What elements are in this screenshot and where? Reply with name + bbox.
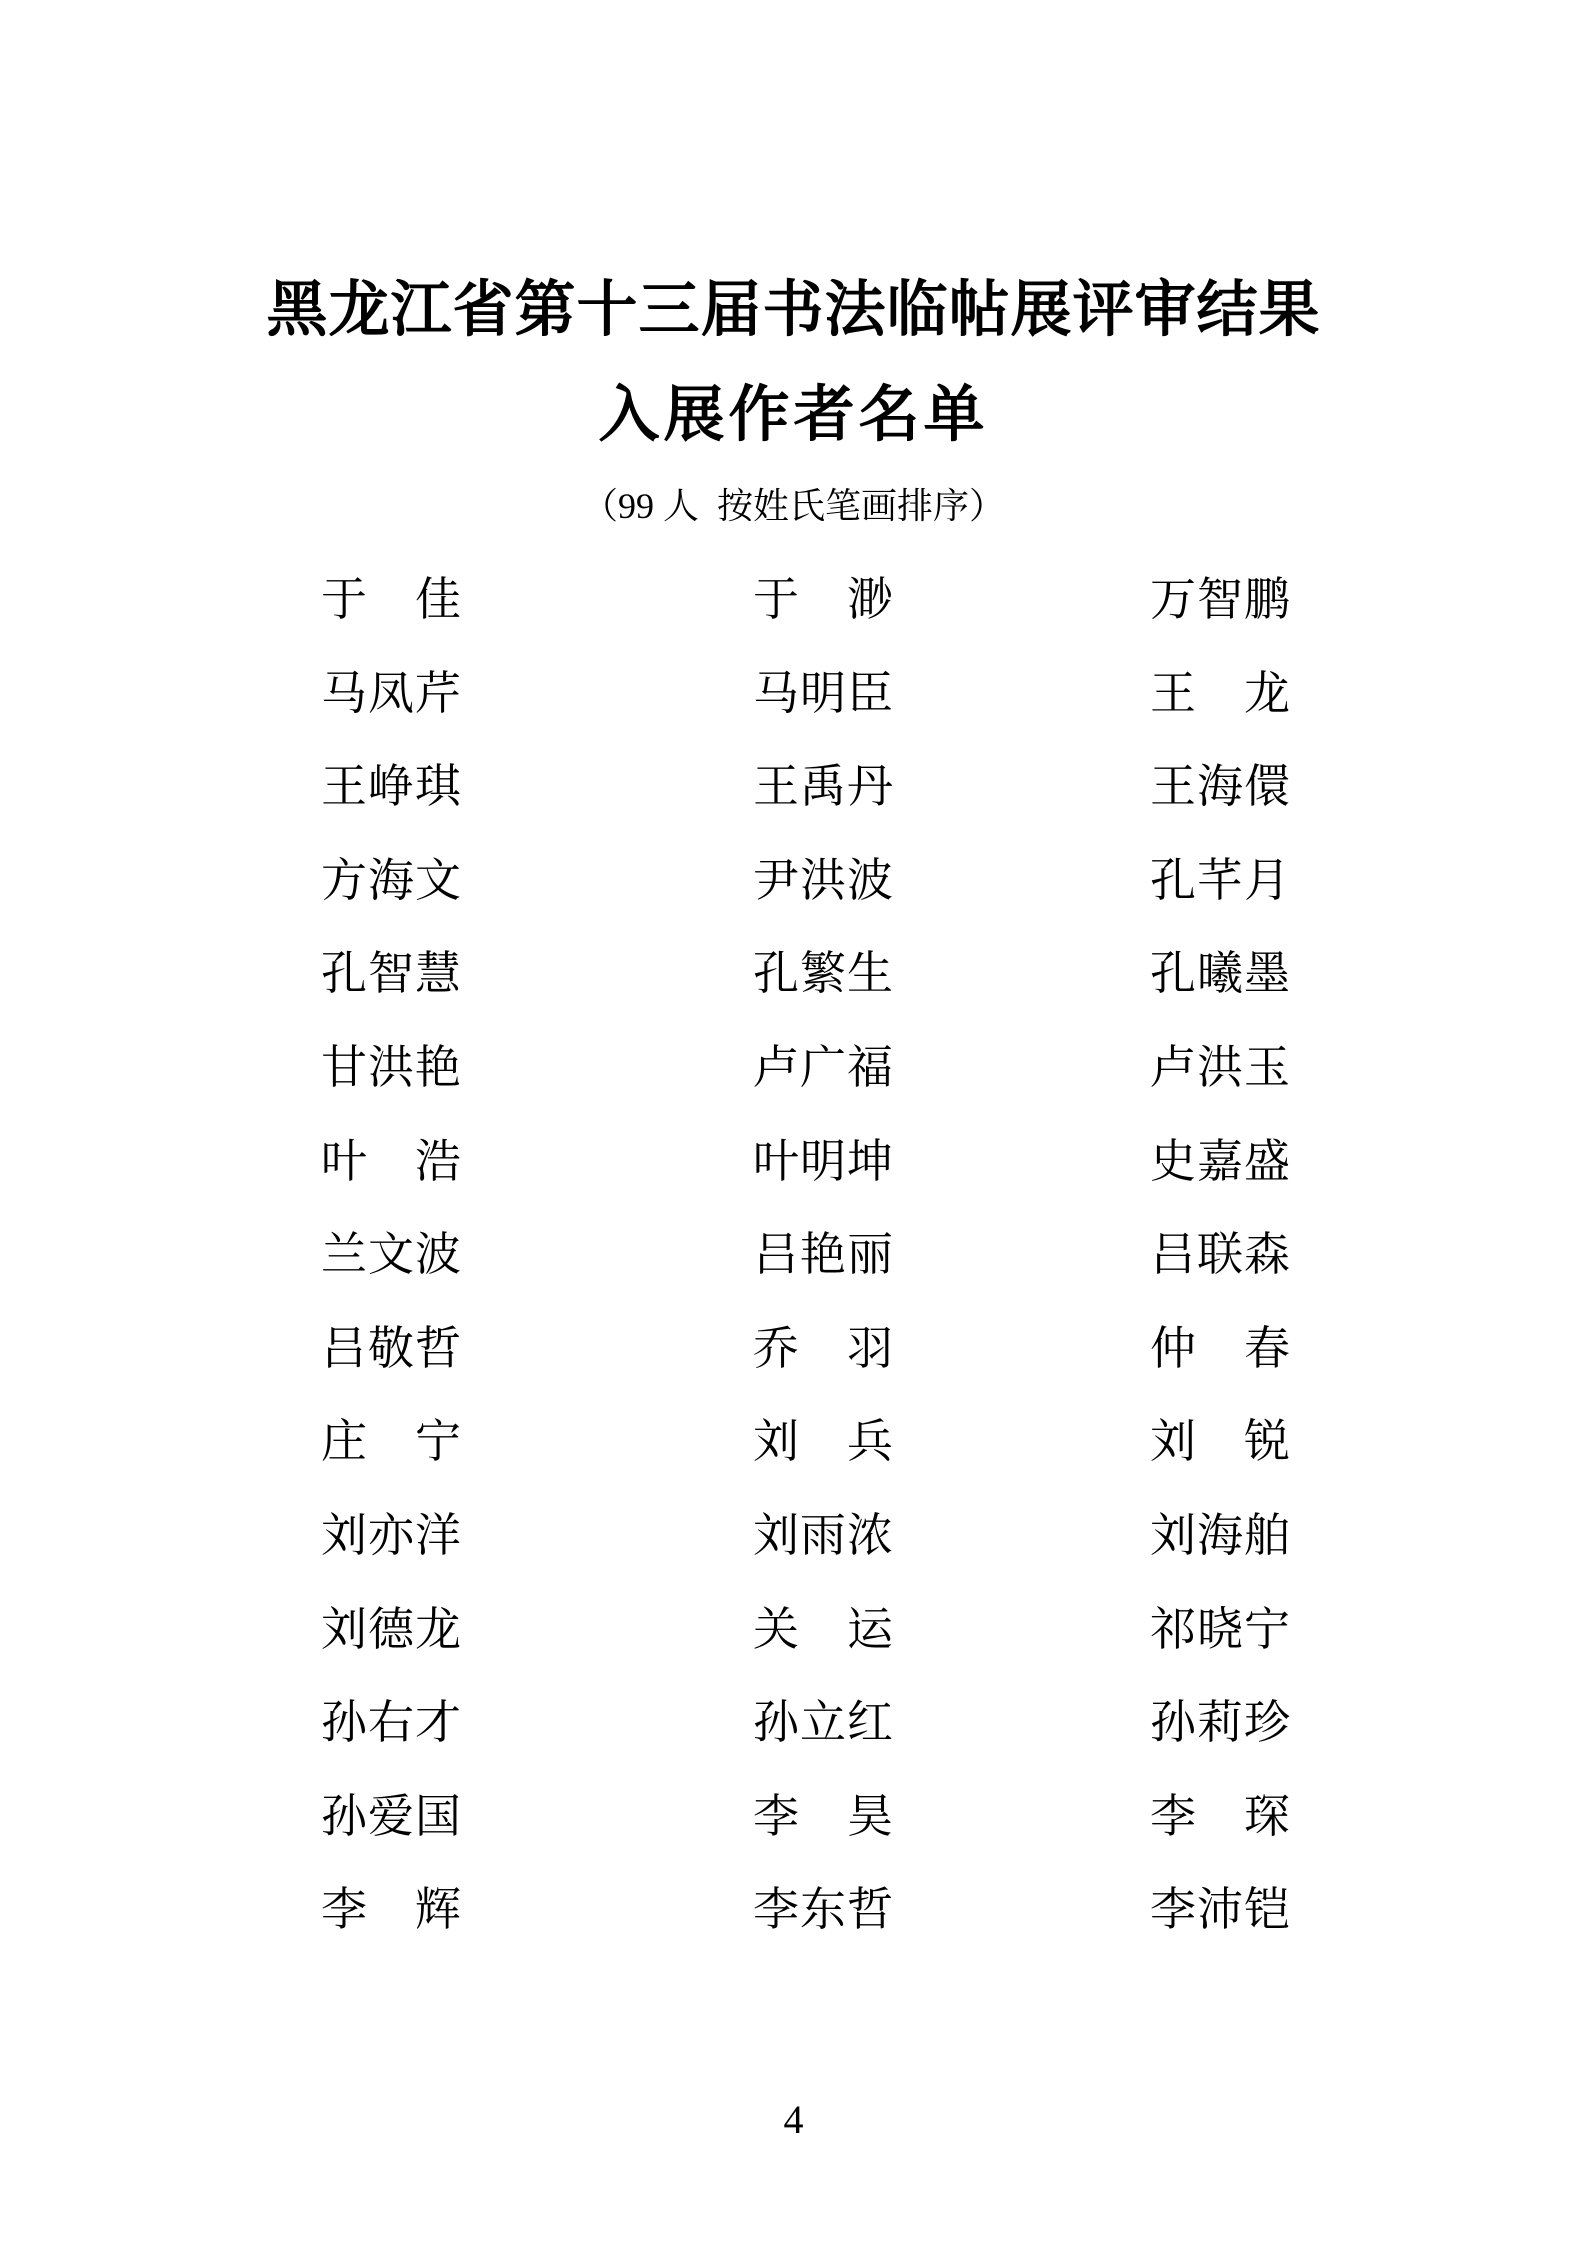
name-item: 王 龙 [1150,667,1291,719]
name-item: 尹洪波 [753,854,894,906]
name-item: 李 辉 [321,1884,462,1936]
name-item: 刘亦洋 [321,1509,462,1561]
name-item: 孔芊月 [1150,854,1291,906]
name-item: 孙立红 [753,1697,894,1749]
name-item: 马明臣 [753,667,894,719]
name-item: 孔繁生 [753,948,894,1000]
name-item: 孙爱国 [321,1790,462,1842]
name-item: 卢洪玉 [1150,1041,1291,1093]
name-item: 关 运 [753,1603,894,1655]
name-item: 甘洪艳 [321,1041,462,1093]
name-item: 孔智慧 [321,948,462,1000]
page-title-line1: 黑龙江省第十三届书法临帖展评审结果 [266,277,1321,344]
name-item: 孙莉珍 [1150,1697,1291,1749]
name-item: 叶明坤 [753,1135,894,1187]
page-number: 4 [783,2097,804,2142]
name-item: 方海文 [321,854,462,906]
name-item: 刘 锐 [1150,1416,1291,1468]
name-item: 孙右才 [321,1697,462,1749]
name-item: 乔 羽 [753,1322,894,1374]
name-item: 叶 浩 [321,1135,462,1187]
names-list [321,553,1291,1957]
page-subtitle: （99 人 按姓氏笔画排序） [581,486,1005,526]
name-item: 王峥琪 [321,761,462,813]
name-item: 吕艳丽 [753,1229,894,1281]
name-item: 刘雨浓 [753,1509,894,1561]
name-item: 王海儇 [1150,761,1291,813]
name-item: 李沛铠 [1150,1884,1291,1936]
name-item: 庄 宁 [321,1416,462,1468]
name-item: 史嘉盛 [1150,1135,1291,1187]
name-item: 祁晓宁 [1150,1603,1291,1655]
name-item: 于 渺 [753,574,894,625]
name-item: 万智鹏 [1150,574,1291,625]
name-item: 仲 春 [1150,1322,1291,1374]
name-item: 卢广福 [753,1041,894,1093]
name-item: 孔曦墨 [1150,948,1291,1000]
name-item: 吕敬哲 [321,1322,462,1374]
name-item: 李 琛 [1150,1790,1291,1842]
name-item: 李东哲 [753,1884,894,1936]
name-item: 王禹丹 [753,761,894,813]
name-item: 吕联森 [1150,1229,1291,1281]
page-title-line2: 入展作者名单 [598,382,989,449]
name-item: 于 佳 [321,574,462,625]
name-item: 刘 兵 [753,1416,894,1468]
name-item: 兰文波 [321,1229,462,1281]
name-item: 李 昊 [753,1790,894,1842]
name-item: 马凤芹 [321,667,462,719]
name-item: 刘海舶 [1150,1509,1291,1561]
name-item: 刘德龙 [321,1603,462,1655]
